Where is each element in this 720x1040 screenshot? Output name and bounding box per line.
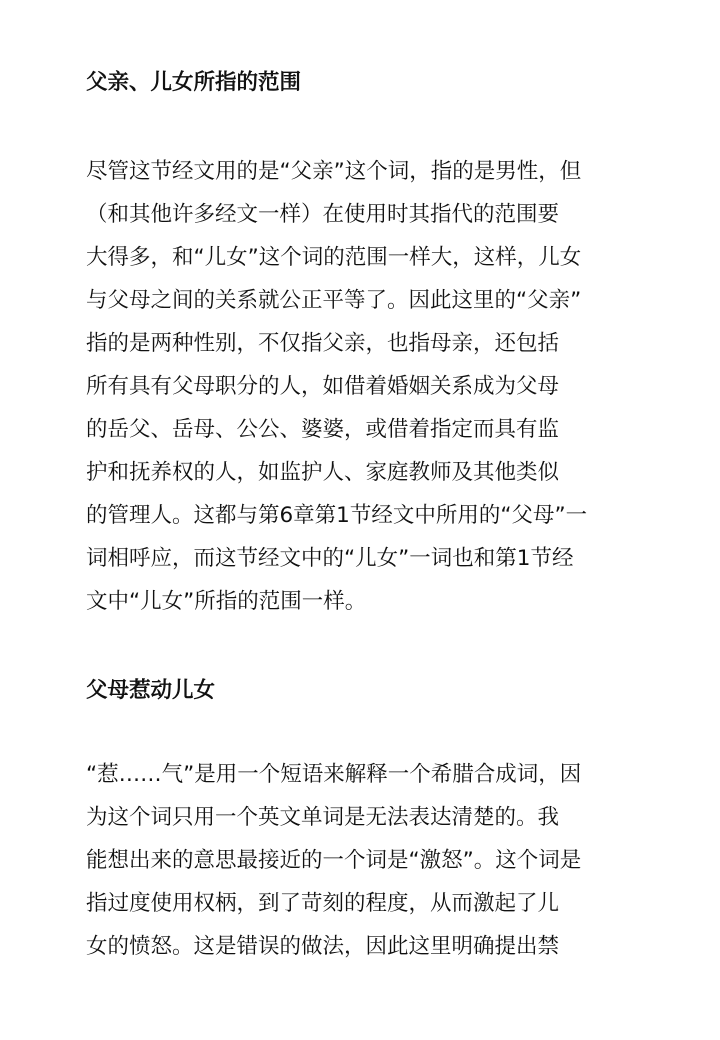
paragraph-line: 词相呼应，而这节经文中的“儿女”一词也和第1节经 (86, 546, 574, 571)
paragraph-line: 文中“儿女”所指的范围一样。 (86, 589, 367, 614)
paragraph-line: 所有具有父母职分的人，如借着婚姻关系成为父母 (86, 374, 560, 399)
paragraph-line: 尽管这节经文用的是“父亲”这个词，指的是男性，但 (86, 159, 582, 184)
paragraph-line: 能想出来的意思最接近的一个词是“激怒”。这个词是 (86, 848, 582, 873)
paragraph-line: 为这个词只用一个英文单词是无法表达清楚的。我 (86, 805, 560, 830)
paragraph-line: 的管理人。这都与第6章第1节经文中所用的“父母”一 (86, 503, 588, 528)
paragraph-line: 的岳父、岳母、公公、婆婆，或借着指定而具有监 (86, 417, 560, 442)
paragraph-line: “惹……气”是用一个短语来解释一个希腊合成词，因 (86, 762, 582, 787)
paragraph-line: 女的愤怒。这是错误的做法，因此这里明确提出禁 (86, 934, 560, 959)
paragraph-line: 指过度使用权柄，到了苛刻的程度，从而激起了儿 (86, 891, 560, 916)
paragraph-line: （和其他许多经文一样）在使用时其指代的范围要 (86, 202, 560, 227)
paragraph-line: 与父母之间的关系就公正平等了。因此这里的“父亲” (86, 288, 582, 313)
paragraph-line: 护和抚养权的人，如监护人、家庭教师及其他类似 (86, 460, 560, 485)
section-paragraph-provoke (86, 753, 632, 968)
section-heading-range: 父亲、儿女所指的范围 (86, 70, 302, 95)
paragraph-line: 大得多，和“儿女”这个词的范围一样大，这样，儿女 (86, 245, 582, 270)
section-paragraph-range (86, 150, 632, 623)
section-heading-provoke: 父母惹动儿女 (86, 678, 216, 703)
paragraph-line: 指的是两种性别，不仅指父亲，也指母亲，还包括 (86, 331, 560, 356)
